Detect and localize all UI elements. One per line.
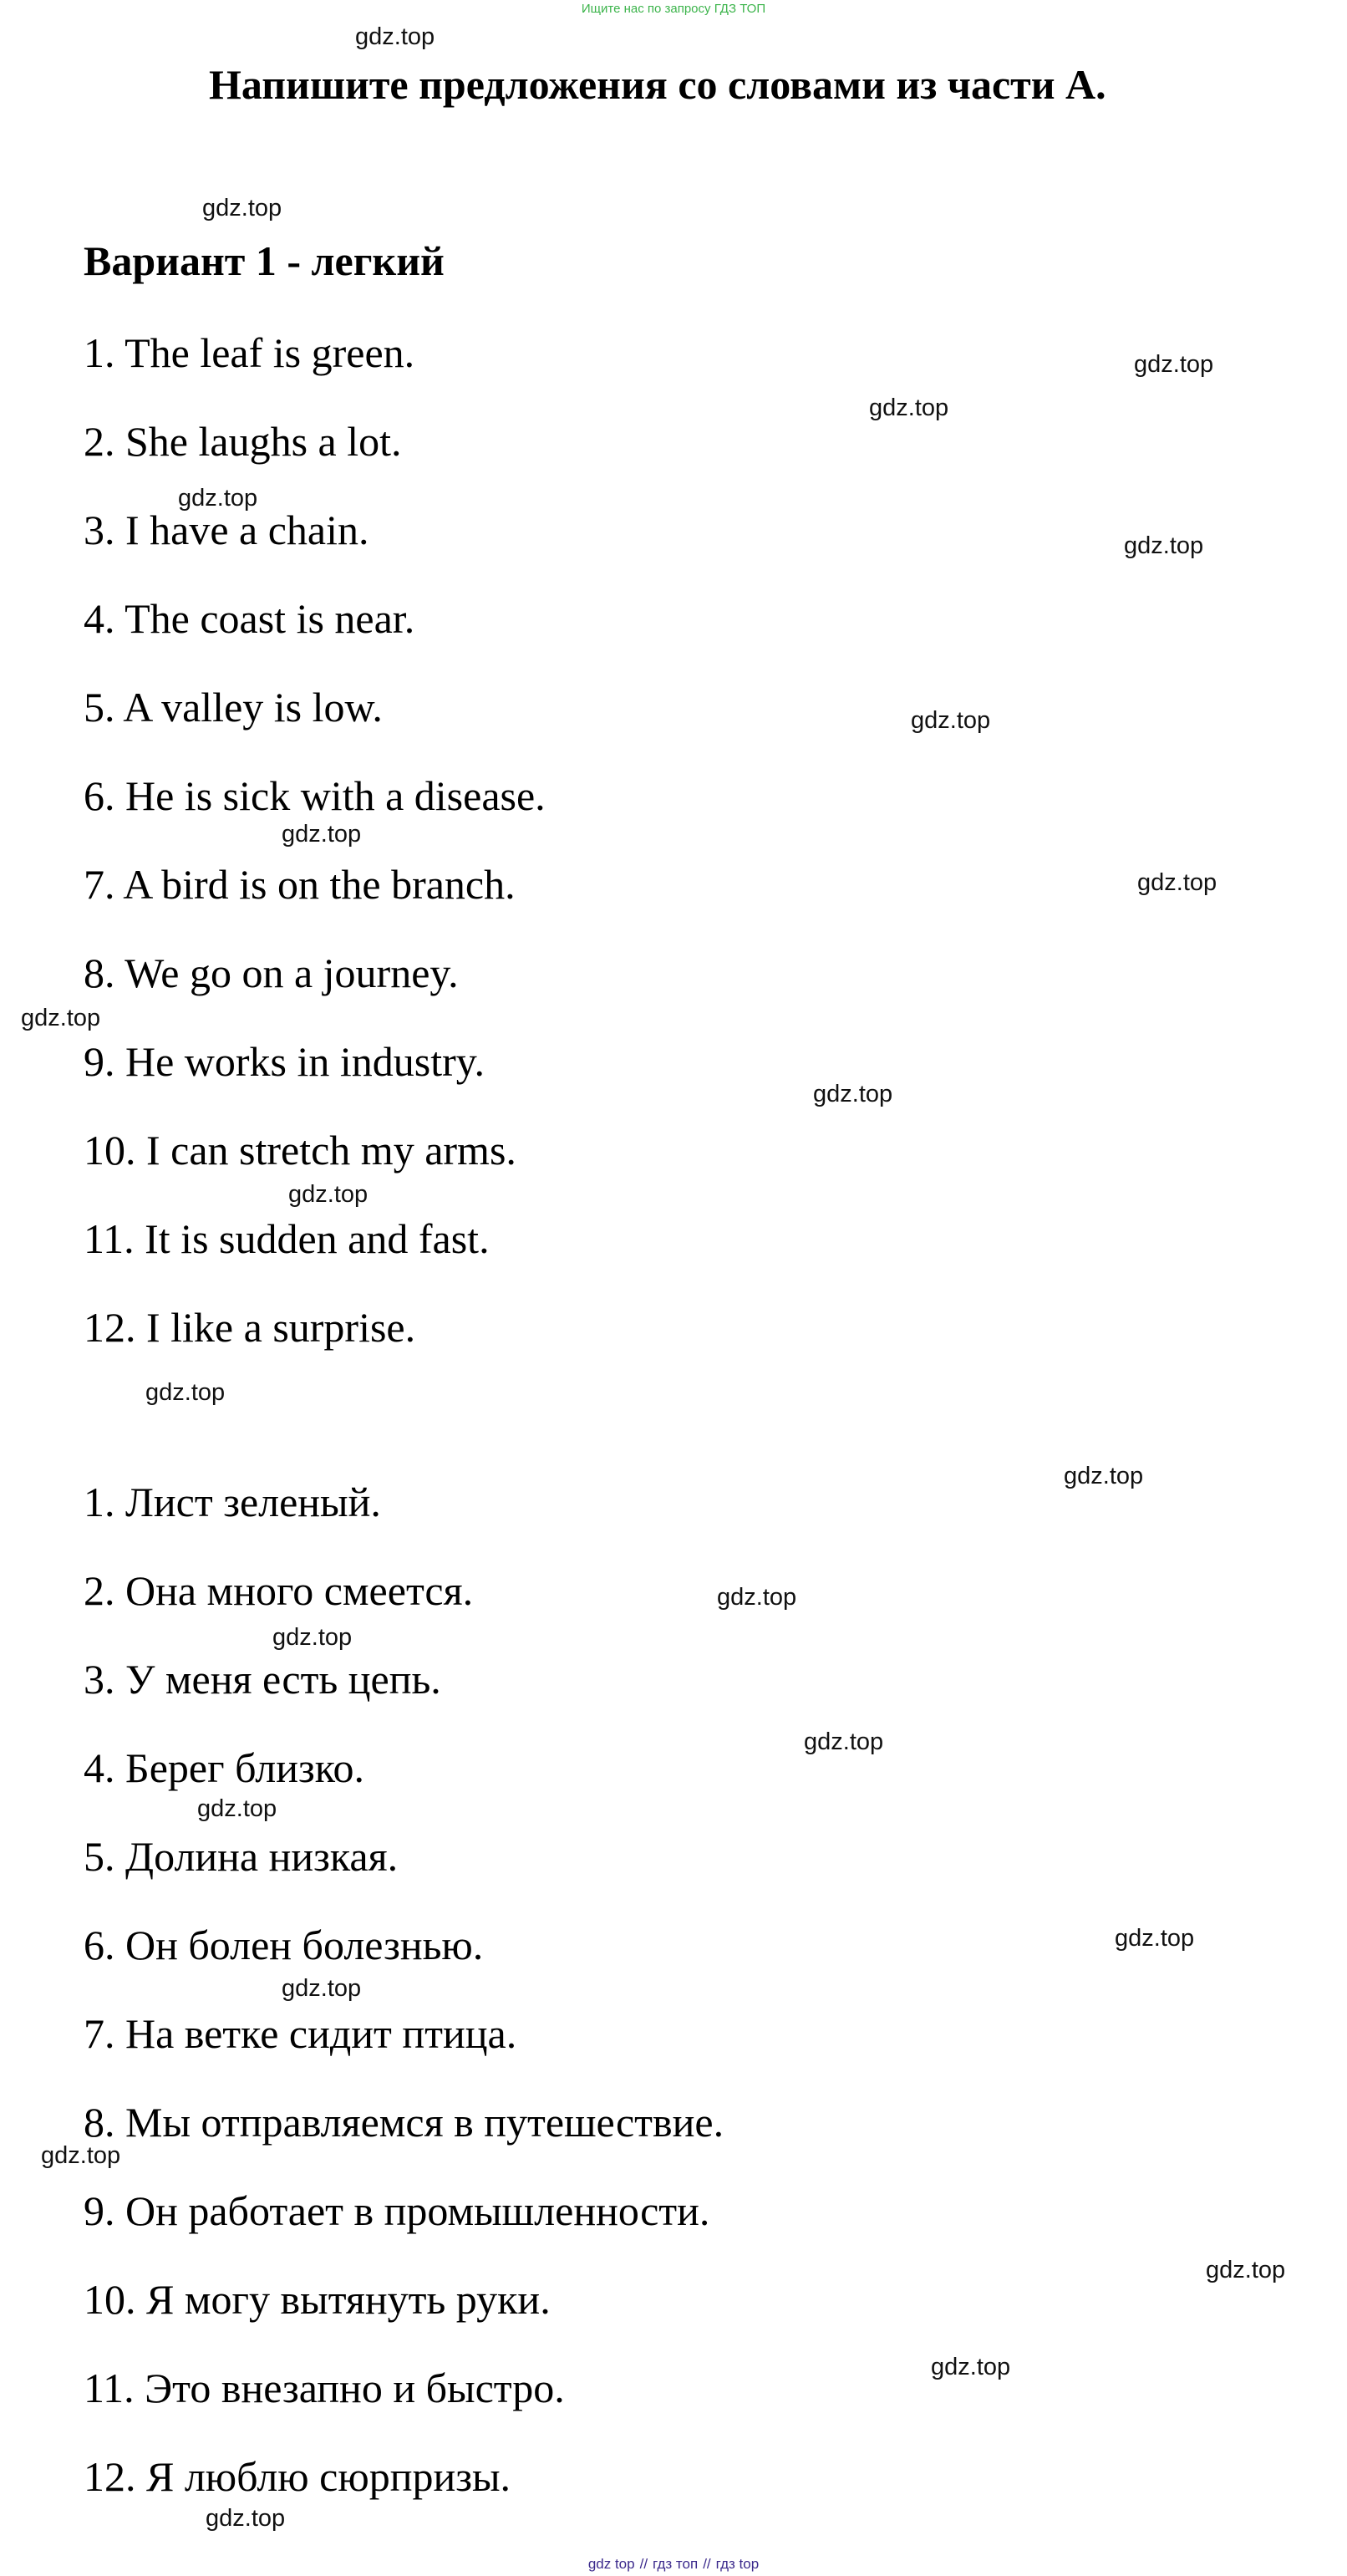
page-title: Напишите предложения со словами из части А.: [209, 61, 1106, 108]
russian-sentence-list: [84, 1475, 724, 2538]
watermark: gdz.top: [804, 1728, 884, 1755]
russian-sentence-7: 7. На ветке сидит птица.: [84, 2010, 517, 2057]
russian-sentence-4: 4. Берег близко.: [84, 1744, 365, 1791]
separator: //: [703, 2556, 711, 2572]
english-sentence-12: 12. I like a surprise.: [84, 1304, 416, 1351]
russian-sentence-5: 5. Долина низкая.: [84, 1833, 399, 1880]
bottom-link[interactable]: гдз top: [715, 2556, 760, 2572]
watermark: gdz.top: [911, 707, 991, 734]
watermark: gdz.top: [1134, 351, 1214, 378]
english-sentence-8: 8. We go on a journey.: [84, 949, 459, 996]
russian-sentence-6: 6. Он болен болезнью.: [84, 1922, 484, 1968]
english-sentence-3: 3. I have a chain.: [84, 507, 369, 553]
russian-sentence-1: 1. Лист зеленый.: [84, 1479, 381, 1525]
russian-sentence-11: 11. Это внезапно и быстро.: [84, 2365, 565, 2411]
watermark: gdz.top: [21, 1005, 101, 1031]
english-sentence-1: 1. The leaf is green.: [84, 329, 415, 376]
watermark: gdz.top: [1124, 532, 1204, 559]
watermark: gdz.top: [717, 1584, 797, 1611]
russian-sentence-2: 2. Она много смеется.: [84, 1567, 474, 1614]
bottom-link-bar: [0, 2556, 1347, 2573]
watermark: gdz.top: [1206, 2257, 1286, 2283]
english-sentence-5: 5. A valley is low.: [84, 684, 383, 731]
watermark: gdz.top: [282, 1975, 362, 2002]
english-sentence-11: 11. It is sudden and fast.: [84, 1215, 490, 1262]
separator: //: [639, 2556, 648, 2572]
watermark: gdz.top: [197, 1795, 277, 1822]
english-sentence-9: 9. He works in industry.: [84, 1038, 485, 1085]
watermark: gdz.top: [288, 1181, 369, 1208]
bottom-link[interactable]: гдз топ: [653, 2556, 699, 2572]
english-sentence-6: 6. He is sick with a disease.: [84, 772, 546, 819]
bottom-link[interactable]: gdz top: [587, 2556, 635, 2572]
english-sentence-list: [84, 326, 546, 1389]
watermark: gdz.top: [178, 485, 258, 512]
watermark: gdz.top: [41, 2142, 121, 2169]
russian-sentence-8: 8. Мы отправляемся в путешествие.: [84, 2099, 724, 2146]
russian-sentence-10: 10. Я могу вытянуть руки.: [84, 2276, 551, 2323]
watermark: gdz.top: [813, 1081, 893, 1107]
russian-sentence-9: 9. Он работает в промышленности.: [84, 2187, 710, 2234]
watermark: gdz.top: [1064, 1463, 1144, 1489]
watermark: gdz.top: [1137, 869, 1217, 896]
english-sentence-2: 2. She laughs a lot.: [84, 418, 402, 465]
watermark: gdz.top: [282, 821, 362, 848]
watermark: gdz.top: [355, 23, 435, 50]
watermark: gdz.top: [869, 395, 949, 421]
english-sentence-10: 10. I can stretch my arms.: [84, 1127, 516, 1173]
english-sentence-4: 4. The coast is near.: [84, 595, 415, 642]
watermark: gdz.top: [206, 2505, 286, 2532]
watermark: gdz.top: [931, 2354, 1011, 2380]
watermark: gdz.top: [202, 195, 282, 221]
watermark: gdz.top: [145, 1379, 226, 1406]
variant-heading: Вариант 1 - легкий: [84, 237, 445, 284]
watermark: gdz.top: [1115, 1925, 1195, 1952]
english-sentence-7: 7. A bird is on the branch.: [84, 861, 516, 908]
russian-sentence-12: 12. Я люблю сюрпризы.: [84, 2453, 511, 2500]
top-banner: Ищите нас по запросу ГДЗ ТОП: [581, 2, 766, 16]
russian-sentence-3: 3. У меня есть цепь.: [84, 1656, 441, 1703]
watermark: gdz.top: [272, 1624, 353, 1651]
